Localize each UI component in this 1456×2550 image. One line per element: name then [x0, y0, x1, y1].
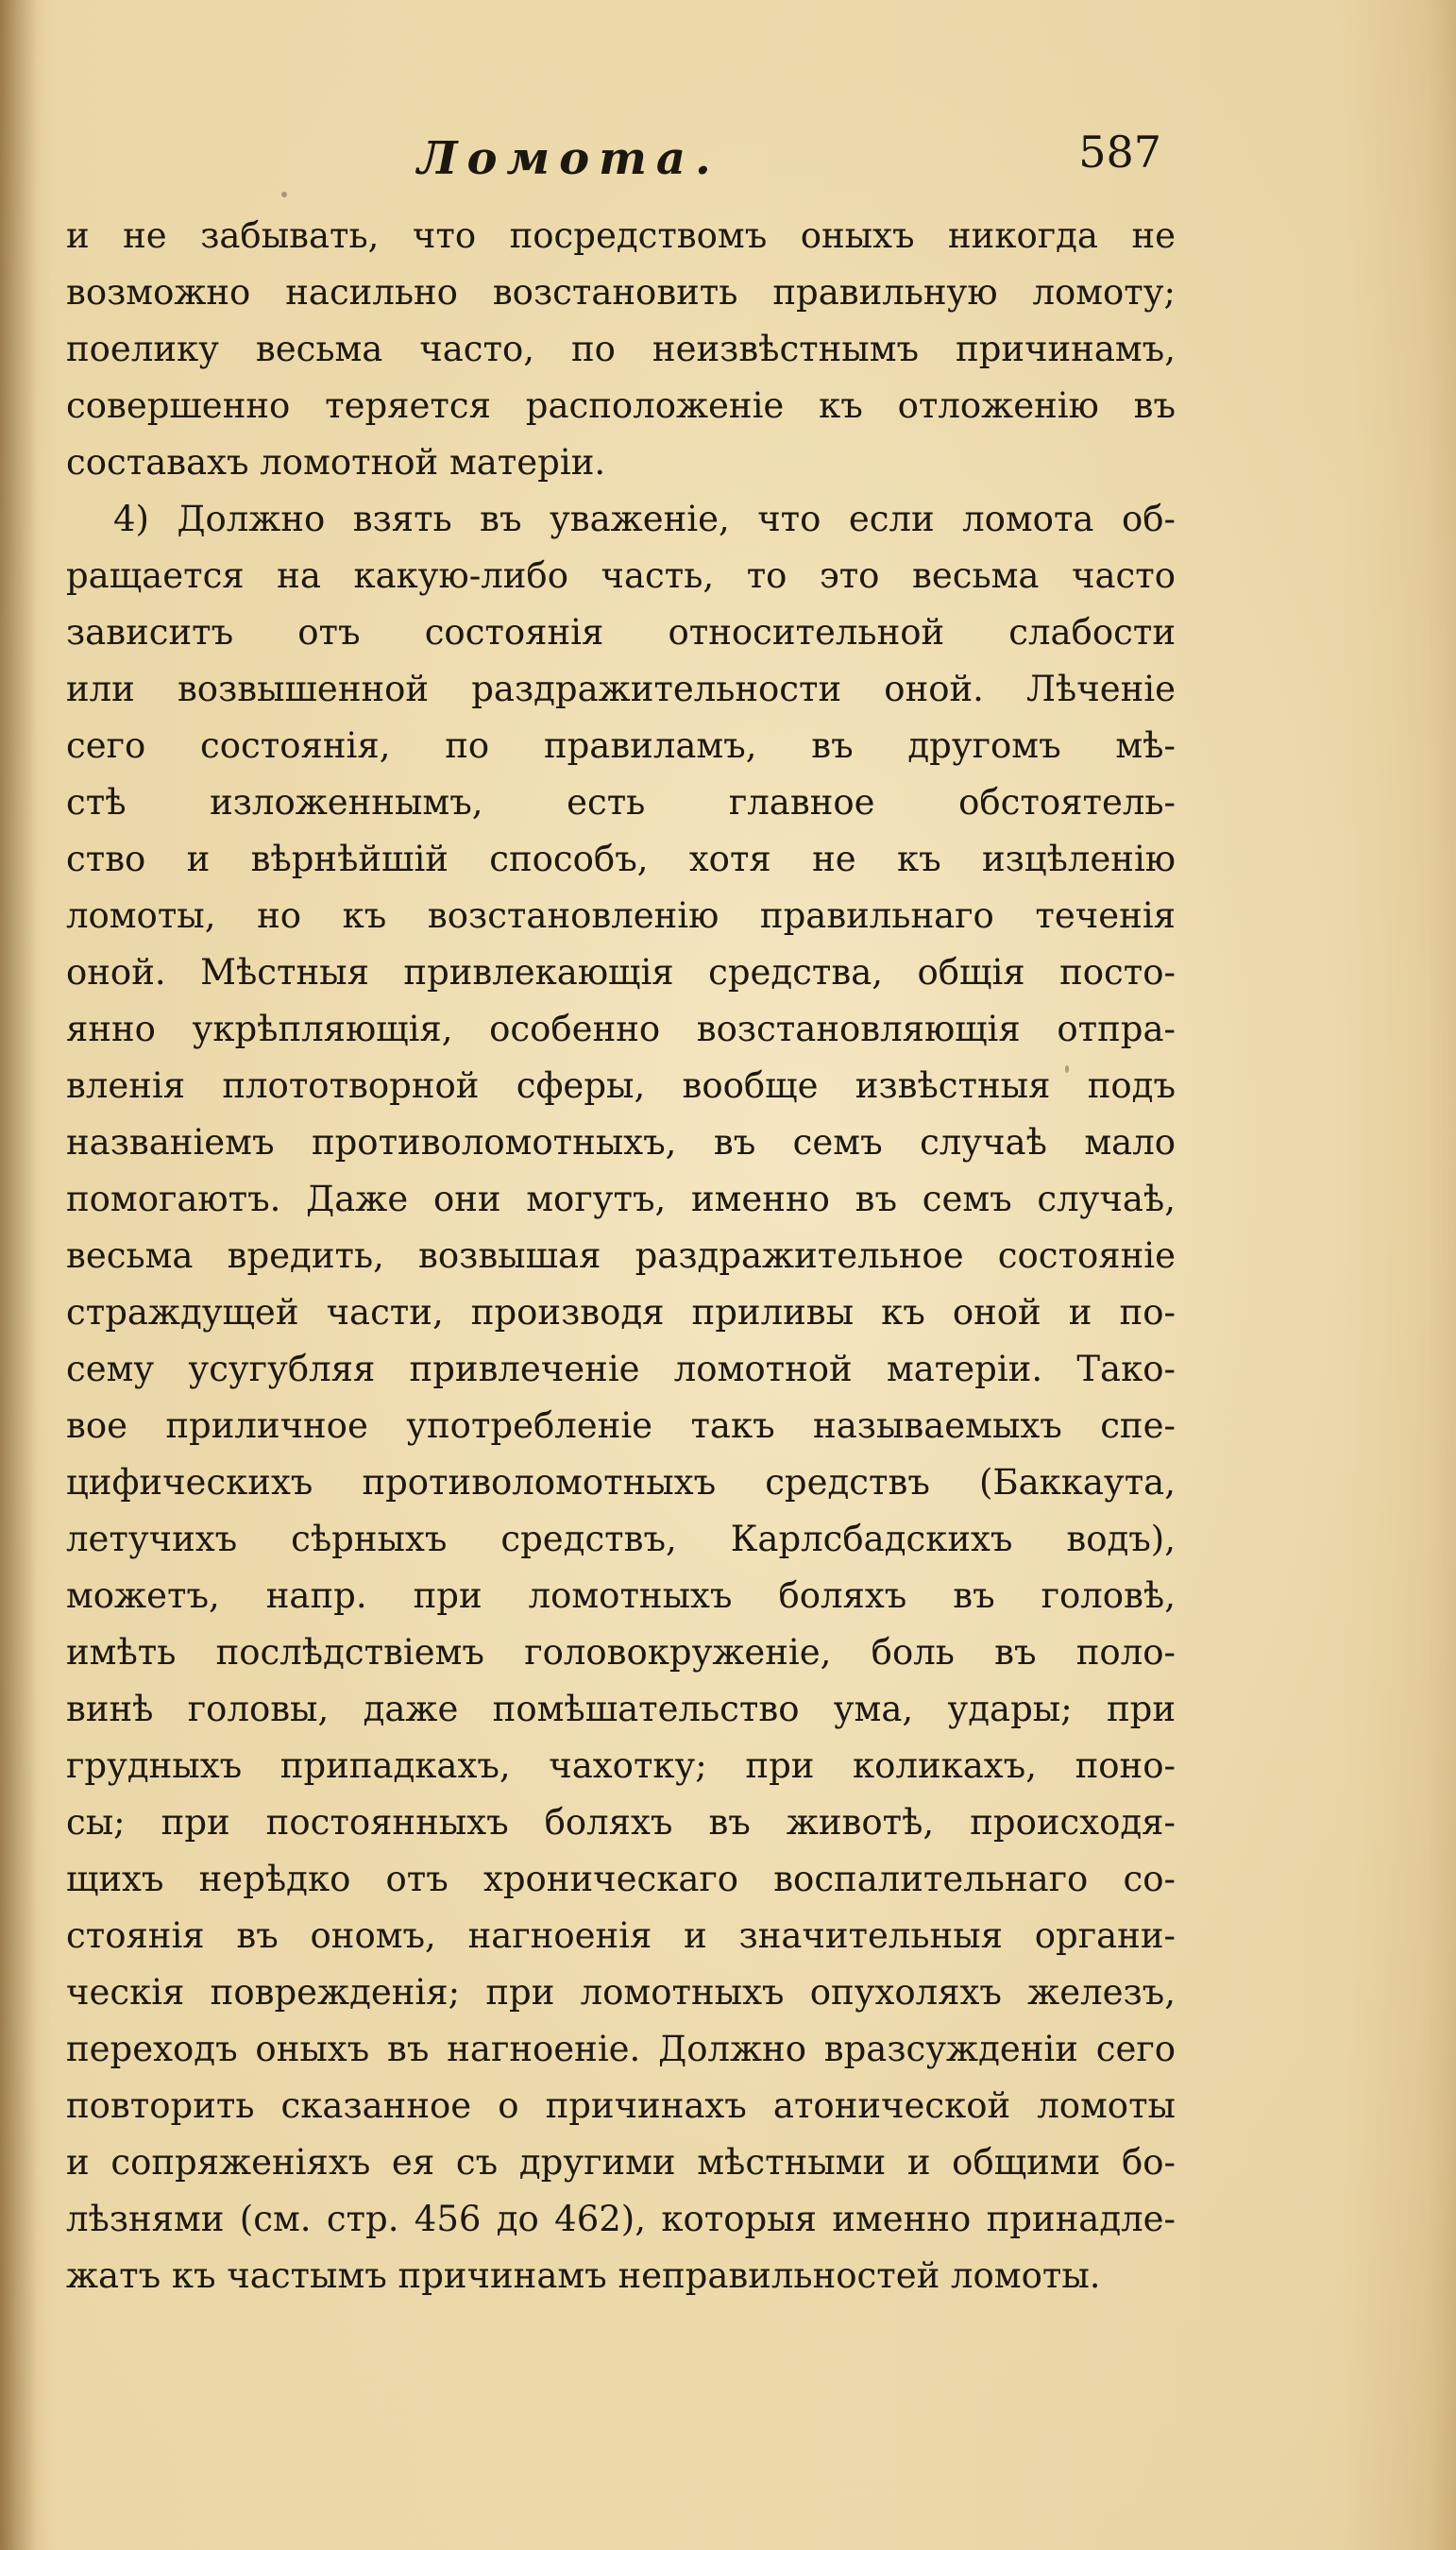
text-line: щихъ нерѣдко отъ хроническаго воспалительнаго со- — [66, 1859, 1176, 1899]
text-line: имѣть послѣдствiемъ головокруженiе, боль въ поло- — [66, 1632, 1176, 1673]
spine-shadow — [0, 0, 38, 2550]
text-line: страждущей части, производя приливы къ оной и по- — [66, 1292, 1176, 1333]
ink-speck — [281, 192, 287, 197]
text-line: весьма вредить, возвышая раздражительное состоянiе — [66, 1235, 1176, 1276]
text-line: помогаютъ. Даже они могутъ, именно въ семъ случаѣ, — [66, 1179, 1176, 1219]
text-line: грудныхъ припадкахъ, чахотку; при коликахъ, поно- — [66, 1745, 1176, 1786]
text-line: составахъ ломотной матерiи. — [66, 442, 606, 483]
text-line: совершенно теряется расположенiе къ отложенiю въ — [66, 385, 1176, 426]
text-line: оной. Мѣстныя привлекающiя средства, общiя посто- — [66, 952, 1176, 993]
text-line: ломоты, но къ возстановленiю правильнаго теченiя — [66, 895, 1176, 936]
text-line: ческiя поврежденiя; при ломотныхъ опухоляхъ железъ, — [66, 1972, 1176, 2013]
text-line: возможно насильно возстановить правильную ломоту; — [66, 272, 1176, 313]
text-line: сему усугубляя привлеченiе ломотной матерiи. Тако- — [66, 1349, 1176, 1389]
text-line: янно укрѣпляющiя, особенно возстановляющiя отпра- — [66, 1009, 1176, 1049]
text-line: летучихъ сѣрныхъ средствъ, Карлсбадскихъ водъ), — [66, 1519, 1176, 1559]
text-line: цифическихъ противоломотныхъ средствъ (Баккаута, — [66, 1462, 1176, 1503]
text-line: лѣзнями (см. стр. 456 до 462), которыя именно принадле- — [66, 2199, 1176, 2239]
text-line: жатъ къ частымъ причинамъ неправильностей ломоты. — [66, 2255, 1101, 2296]
page-header — [66, 127, 1161, 189]
text-line: ращается на какую-либо часть, то это весьма часто — [66, 555, 1176, 596]
text-line: стѣ изложеннымъ, есть главное обстоятель- — [66, 782, 1176, 823]
body-text — [66, 208, 1176, 2304]
text-line: стоянiя въ ономъ, нагноенiя и значительныя органи- — [66, 1915, 1176, 1956]
text-line: 4) Должно взять въ уваженiе, что если ломота об- — [113, 499, 1176, 539]
running-head: Ломота. — [417, 132, 720, 185]
text-line: или возвышенной раздражительности оной. Лѣченiе — [66, 669, 1176, 709]
text-line: можетъ, напр. при ломотныхъ боляхъ въ головѣ, — [66, 1575, 1176, 1616]
page-number: 587 — [1078, 127, 1161, 178]
text-line: переходъ оныхъ въ нагноенiе. Должно вразсужденiи сего — [66, 2029, 1176, 2069]
text-line: и сопряженiяхъ ея съ другими мѣстными и общими бо- — [66, 2142, 1176, 2183]
text-line: повторить сказанное о причинахъ атонической ломоты — [66, 2085, 1176, 2126]
text-line: сы; при постоянныхъ боляхъ въ животѣ, происходя- — [66, 1802, 1176, 1843]
text-line: названiемъ противоломотныхъ, въ семъ случаѣ мало — [66, 1122, 1176, 1163]
text-line: винѣ головы, даже помѣшательство ума, удары; при — [66, 1689, 1176, 1729]
text-line: зависитъ отъ состоянiя относительной слабости — [66, 612, 1176, 653]
text-line: поелику весьма часто, по неизвѣстнымъ причинамъ, — [66, 329, 1176, 369]
text-line: вленiя плототворной сферы, вообще извѣстныя подъ — [66, 1065, 1176, 1106]
text-line: вое приличное употребленiе такъ называемыхъ спе- — [66, 1405, 1176, 1446]
text-line: сего состоянiя, по правиламъ, въ другомъ мѣ- — [66, 725, 1176, 766]
text-line: ство и вѣрнѣйшiй способъ, хотя не къ изцѣленiю — [66, 839, 1176, 879]
text-line: и не забывать, что посредствомъ оныхъ никогда не — [66, 215, 1176, 256]
